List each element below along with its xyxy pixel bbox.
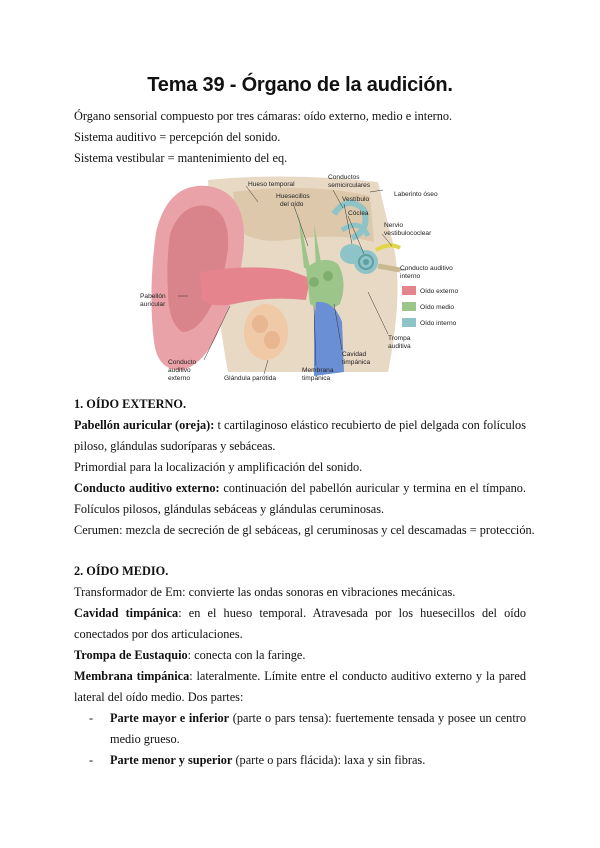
label-trompa-1: Trompa: [388, 335, 411, 342]
legend-label-medio: Oído medio: [420, 304, 455, 311]
bullet-2-text: (parte o pars flácida): laxa y sin fibras.: [232, 753, 426, 767]
label-pabellon-2: auricular: [140, 301, 166, 308]
section-2-heading: 2. OÍDO MEDIO.: [74, 564, 169, 578]
label-conducto-interno-1: Conducto auditivo: [400, 265, 453, 272]
intro-line-2: Sistema auditivo = percepción del sonido.: [74, 130, 281, 144]
bullet-1-text-1: (parte o pars tensa): fuertemente tensada y posee un centro: [229, 711, 526, 725]
label-glandula: Glándula parótida: [224, 375, 277, 382]
parotid-gland-shape: [244, 304, 288, 360]
transformador-line: Transformador de Em: convierte las ondas sonoras en vibraciones mecánicas.: [74, 585, 456, 599]
label-trompa-2: auditiva: [388, 343, 411, 350]
pabellon-term: Pabellón auricular (oreja):: [74, 418, 215, 432]
intro-line-3: Sistema vestibular = mantenimiento del eq.: [74, 151, 288, 165]
primordial-line: Primordial para la localización y amplificación del sonido.: [74, 460, 363, 474]
label-conducto-externo-2: auditivo: [168, 367, 191, 374]
intro-line-1: Órgano sensorial compuesto por tres cámaras: oído externo, medio e interno.: [74, 109, 453, 123]
bullet-marker-1: -: [89, 711, 94, 725]
membrana-term: Membrana timpánica: [74, 669, 190, 683]
conducto-line-1: [74, 480, 526, 496]
bullet-1-line-1: [110, 710, 526, 726]
label-membrana-2: timpánica: [302, 375, 331, 382]
conducto-text-1: continuación del pabellón auricular y termina en el tímpano.: [219, 481, 526, 495]
label-conducto-externo-3: externo: [168, 375, 190, 382]
bullet-1-term: Parte mayor e inferior: [110, 711, 230, 725]
bullet-marker-2: -: [89, 753, 94, 767]
membrana-line-2: lateral del oído medio. Dos partes:: [74, 690, 244, 704]
label-nervio-2: vestibulococlear: [384, 230, 432, 237]
membrana-text-1: : lateralmente. Límite entre el conducto auditivo externo y la pared: [189, 669, 526, 683]
label-conducto-externo-1: Conducto: [168, 359, 197, 366]
label-conductos-1: Conductos: [328, 174, 360, 181]
trompa-term: Trompa de Eustaquio: [74, 648, 188, 662]
conducto-line-2: Folículos pilosos, glándulas sebáceas y glándulas ceruminosas.: [74, 502, 385, 516]
trompa-text: : conecta con la faringe.: [187, 648, 306, 662]
label-nervio-1: Nervio: [384, 222, 404, 229]
label-coclea: Cóclea: [348, 210, 369, 217]
pabellon-line-1: [74, 417, 526, 433]
conducto-term: Conducto auditivo externo:: [74, 481, 220, 495]
label-conductos-2: semicirculares: [328, 182, 371, 189]
cavidad-term: Cavidad timpánica: [74, 606, 179, 620]
section-1-heading: 1. OÍDO EXTERNO.: [74, 397, 187, 411]
label-huesecillos-2: del oído: [280, 201, 304, 208]
label-pabellon-1: Pabellón: [140, 293, 166, 300]
cerumen-line: Cerumen: mezcla de secreción de gl sebáceas, gl ceruminosas y cel descamadas = protección.: [74, 523, 535, 537]
page-title: Tema 39 - Órgano de la audición.: [147, 74, 453, 96]
pabellon-text-1: t cartilaginoso elástico recubierto de piel delgada con folículos: [214, 418, 526, 432]
figure-legend: [402, 286, 458, 327]
legend-label-externo: Oído externo: [420, 288, 459, 295]
label-conducto-interno-2: interno: [400, 273, 421, 280]
trompa-line: [74, 647, 526, 663]
bullet-2-term: Parte menor y superior: [110, 753, 233, 767]
ear-anatomy-figure: [138, 172, 468, 387]
cavidad-text-1: : en el hueso temporal. Atravesada por los huesecillos del oído: [178, 606, 526, 620]
legend-swatch-externo: [402, 286, 416, 295]
label-cavidad-2: timpánica: [342, 359, 371, 366]
label-huesecillos-1: Huesecillos: [276, 193, 310, 200]
cavidad-line-2: conectados por dos articulaciones.: [74, 627, 243, 641]
label-hueso-temporal: Hueso temporal: [248, 181, 295, 188]
legend-swatch-medio: [402, 302, 416, 311]
legend-label-interno: Oído interno: [420, 320, 457, 327]
legend-swatch-interno: [402, 318, 416, 327]
membrana-line-1: [74, 668, 526, 684]
pabellon-line-2: piloso, glándulas sudoríparas y sebáceas.: [74, 439, 276, 453]
bullet-1-line-2: medio grueso.: [110, 732, 180, 746]
label-laberinto: Laberinto óseo: [394, 191, 438, 198]
label-membrana-1: Membrana: [302, 367, 334, 374]
cavidad-line-1: [74, 605, 526, 621]
label-cavidad-1: Cavidad: [342, 351, 367, 358]
bullet-2-line: [110, 752, 526, 768]
label-vestibulo: Vestíbulo: [342, 196, 370, 203]
